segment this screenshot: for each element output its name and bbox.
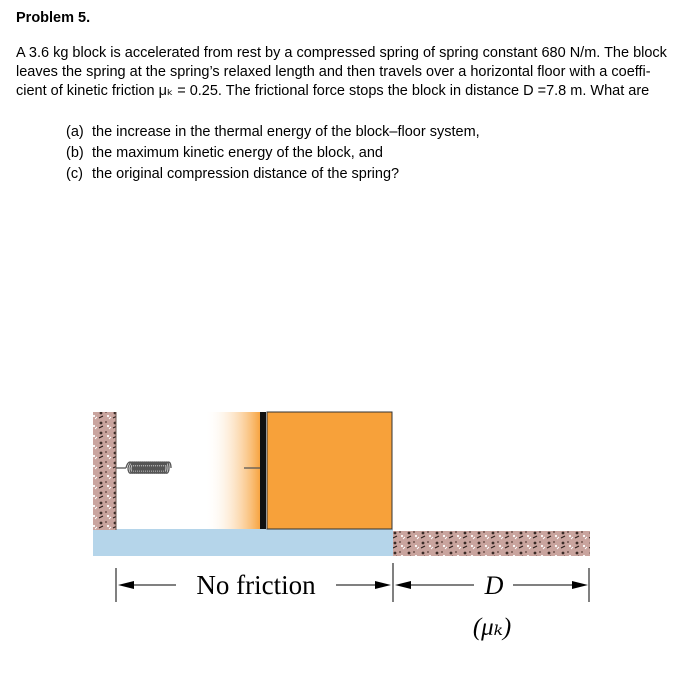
wall — [93, 412, 116, 530]
distance-label: D — [484, 571, 504, 600]
frictionless-floor — [93, 529, 393, 556]
question-parts — [66, 122, 480, 185]
spring-plate — [260, 412, 266, 529]
part-a-text: the increase in the thermal energy of the block–floor system, — [92, 124, 480, 140]
part-a-label: (a) — [66, 124, 84, 140]
spring — [116, 462, 262, 473]
part-c — [66, 164, 480, 185]
part-c-label: (c) — [66, 166, 83, 182]
part-b-text: the maximum kinetic energy of the block, and — [92, 145, 383, 161]
no-friction-label: No friction — [196, 570, 316, 600]
part-c-text: the original compression distance of the spring? — [92, 166, 400, 182]
part-b — [66, 143, 480, 164]
rough-floor — [392, 531, 590, 556]
spring-glow — [205, 412, 261, 529]
part-b-label: (b) — [66, 145, 84, 161]
no-friction-dimension — [118, 581, 391, 589]
mu-label: (μₖ) — [472, 614, 512, 641]
problem-statement: A 3.6 kg block is accelerated from rest by a compressed spring of spring constant 680 N/m. The block leaves the spring at the spring’s relaxed length and then travels over a horizontal floor with a coeffi- cient of kinetic friction μₖ = 0.25. The frictional force stops the block in distance D =7.8 m. What are — [16, 45, 667, 99]
part-a — [66, 122, 480, 143]
block — [267, 412, 392, 529]
distance-dimension — [395, 581, 588, 589]
problem-title: Problem 5. — [16, 10, 91, 26]
